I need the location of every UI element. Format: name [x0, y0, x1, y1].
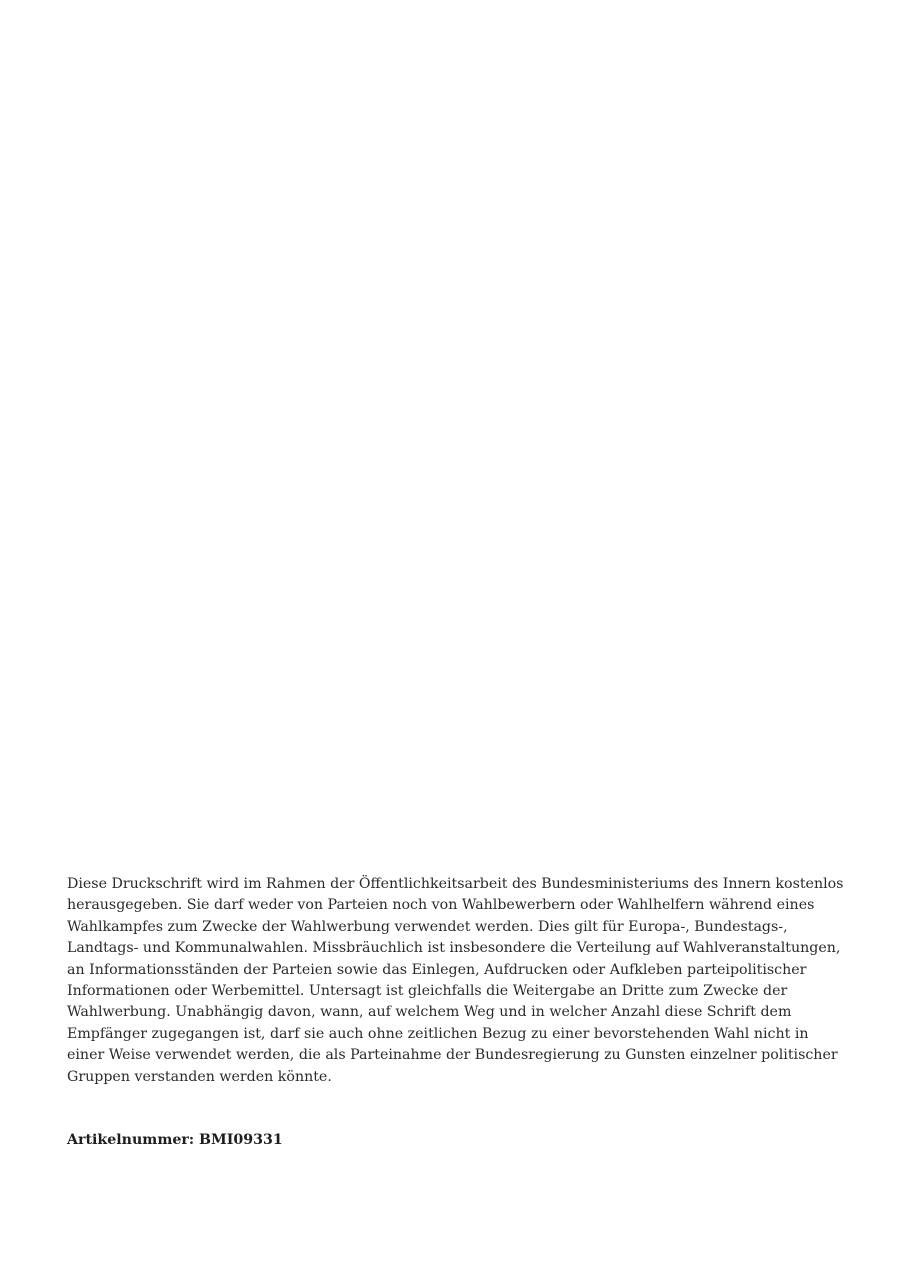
disclaimer-line: Informationen oder Werbemittel. Untersagt ist gleichfalls die Weitergabe an Dritte zum Zwecke der — [67, 983, 788, 1000]
disclaimer-paragraph — [67, 874, 857, 1088]
disclaimer-line: Diese Druckschrift wird im Rahmen der Öffentlichkeitsarbeit des Bundesministeriums des Innern kostenlos — [67, 876, 844, 892]
disclaimer-line: Wahlwerbung. Unabhängig davon, wann, auf welchem Weg und in welcher Anzahl diese Schrift dem — [67, 1004, 792, 1021]
article-number: Artikelnummer: BMI09331 — [67, 1132, 283, 1148]
disclaimer-line: herausgegeben. Sie darf weder von Parteien noch von Wahlbewerbern oder Wahlhelfern während eines — [67, 897, 815, 914]
disclaimer-line: Empfänger zugegangen ist, darf sie auch ohne zeitlichen Bezug zu einer bevorstehenden Wahl nicht in — [67, 1025, 809, 1042]
disclaimer-line: Wahlkampfes zum Zwecke der Wahlwerbung verwendet werden. Dies gilt für Europa-, Bundestags-, — [67, 918, 788, 935]
disclaimer-line: einer Weise verwendet werden, die als Parteinahme der Bundesregierung zu Gunsten einzelner politischer — [67, 1047, 838, 1064]
disclaimer-line: Gruppen verstanden werden könnte. — [67, 1068, 332, 1085]
disclaimer-line: an Informationsständen der Parteien sowie das Einlegen, Aufdrucken oder Aufkleben parteipolitischer — [67, 961, 807, 978]
disclaimer-line: Landtags- und Kommunalwahlen. Missbräuchlich ist insbesondere die Verteilung auf Wahlveranstaltungen, — [67, 940, 841, 957]
